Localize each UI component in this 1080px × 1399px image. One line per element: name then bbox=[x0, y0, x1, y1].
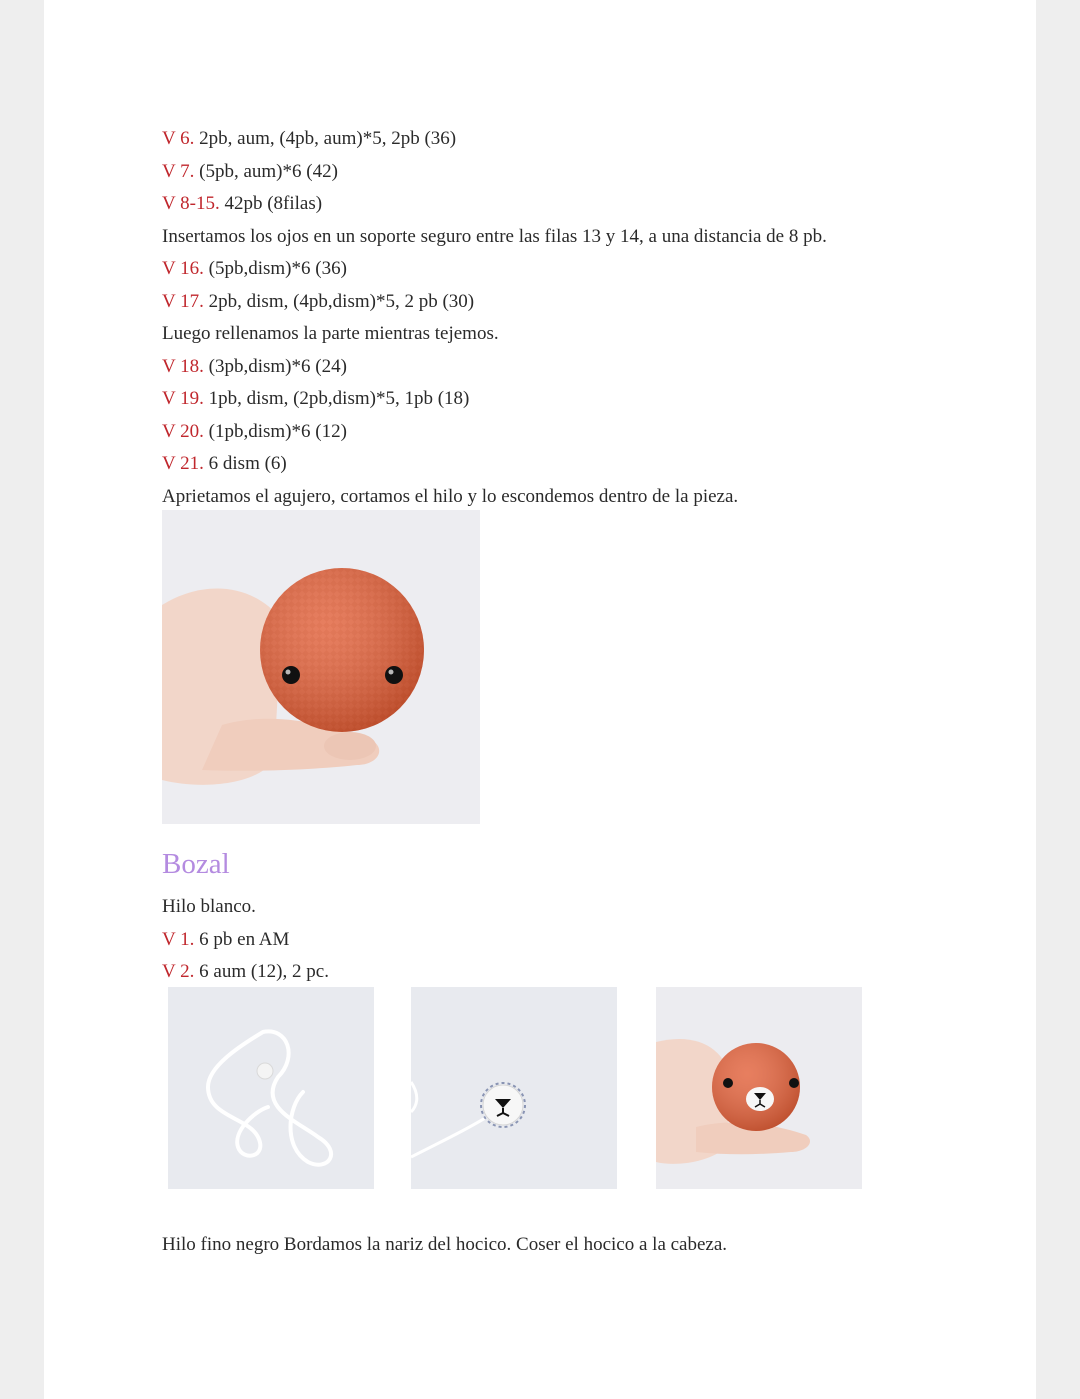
row-label: V 2. bbox=[162, 961, 195, 982]
instruction-text bbox=[162, 318, 902, 351]
pattern-rows-bozal bbox=[162, 891, 902, 989]
pattern-row bbox=[162, 956, 902, 989]
pattern-row bbox=[162, 383, 902, 416]
instruction-text bbox=[162, 481, 902, 514]
section-heading: Bozal bbox=[162, 848, 230, 880]
row-text: 42pb (8filas) bbox=[219, 193, 323, 214]
instruction-text bbox=[162, 891, 902, 924]
pattern-row bbox=[162, 188, 902, 221]
row-label: V 8-15. bbox=[162, 193, 220, 214]
row-text: 2pb, aum, (4pb, aum)*5, 2pb (36) bbox=[194, 128, 457, 149]
row-label: V 21. bbox=[162, 453, 204, 474]
row-text: 2pb, dism, (4pb,dism)*5, 2 pb (30) bbox=[203, 290, 475, 312]
row-label: V 17. bbox=[162, 290, 204, 312]
row-label: V 6. bbox=[162, 128, 195, 149]
row-label: V 19. bbox=[162, 388, 204, 409]
row-label: V 20. bbox=[162, 420, 204, 442]
row-text: Insertamos los ojos en un soporte seguro entre las filas 13 y 14, a una distancia de 8 pb. bbox=[162, 225, 827, 247]
pattern-row bbox=[162, 286, 902, 319]
muzzle-piece-photo bbox=[411, 987, 617, 1189]
pattern-row bbox=[162, 448, 902, 481]
row-label: V 7. bbox=[162, 160, 195, 182]
row-label: V 16. bbox=[162, 258, 204, 279]
row-label: V 18. bbox=[162, 355, 204, 377]
pattern-row bbox=[162, 253, 902, 286]
pattern-rows-top bbox=[162, 123, 902, 513]
row-text: 6 pb en AM bbox=[194, 928, 290, 950]
row-text: Luego rellenamos la parte mientras tejemos. bbox=[162, 323, 499, 344]
row-text: 6 aum (12), 2 pc. bbox=[194, 961, 329, 982]
row-text: 1pb, dism, (2pb,dism)*5, 1pb (18) bbox=[203, 388, 470, 409]
row-text: Aprietamos el agujero, cortamos el hilo y lo escondemos dentro de la pieza. bbox=[162, 485, 739, 507]
row-text: (5pb,dism)*6 (36) bbox=[203, 258, 347, 279]
row-text: (1pb,dism)*6 (12) bbox=[203, 420, 347, 442]
pattern-row bbox=[162, 123, 902, 156]
row-text: (3pb,dism)*6 (24) bbox=[203, 355, 347, 377]
row-text: 6 dism (6) bbox=[203, 453, 287, 474]
row-label: V 1. bbox=[162, 928, 195, 950]
closing-instruction: Hilo fino negro Bordamos la nariz del hocico. Coser el hocico a la cabeza. bbox=[162, 1234, 728, 1255]
pattern-row bbox=[162, 156, 902, 189]
crochet-head-photo bbox=[162, 510, 480, 824]
head-with-muzzle-photo bbox=[656, 987, 862, 1189]
row-text: (5pb, aum)*6 (42) bbox=[194, 160, 338, 182]
pattern-row bbox=[162, 416, 902, 449]
pattern-row bbox=[162, 351, 902, 384]
white-yarn-photo bbox=[168, 987, 374, 1189]
document-page bbox=[44, 0, 1036, 1399]
pattern-row bbox=[162, 924, 902, 957]
instruction-text bbox=[162, 221, 902, 254]
row-text: Hilo blanco. bbox=[162, 896, 256, 917]
